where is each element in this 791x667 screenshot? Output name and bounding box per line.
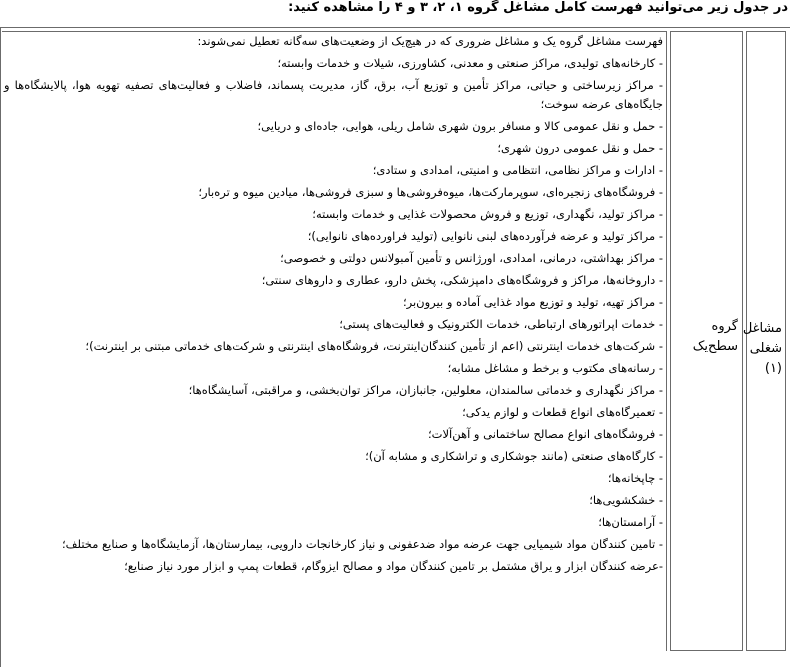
list-item: - تامین کنندگان مواد شیمیایی جهت عرضه مواد ضدعفونی و نیاز کارخانجات دارویی، بیمارستان‌ها، آزمایشگاه‌ها و صنایع مختلف؛ xyxy=(61,537,663,551)
jobs-list-cell xyxy=(2,31,667,651)
list-item: - مراکز نگهداری و خدماتی سالمندان، معلولین، جانبازان، مراکز توان‌بخشی، و مراقبتی، آسایشگاه‌ها؛ xyxy=(188,383,663,397)
list-header: فهرست مشاغل گروه یک و مشاغل ضروری که در هیچ‌یک از وضعیت‌های سه‌گانه تعطیل نمی‌شوند: xyxy=(197,34,663,48)
list-item: - حمل و نقل عمومی درون شهری؛ xyxy=(497,141,663,155)
group-label xyxy=(693,317,738,357)
group-line-1: گروه xyxy=(711,319,738,334)
list-item: - ادارات و مراکز نظامی، انتظامی و امنیتی، امدادی و ستادی؛ xyxy=(372,163,663,177)
list-item: - خشکشویی‌ها؛ xyxy=(589,493,663,507)
list-item: - آرامستان‌ها؛ xyxy=(598,515,663,529)
list-item: - مراکز تولید، نگهداری، توزیع و فروش محصولات غذایی و خدمات وابسته؛ xyxy=(312,207,663,221)
category-line-1: مشاغل xyxy=(742,321,782,336)
category-line-3: (۱) xyxy=(764,361,782,376)
category-cell xyxy=(742,31,786,651)
list-item: - داروخانه‌ها، مراکز و فروشگاه‌های دامپزشکی، پخش دارو، عطاری و داروهای سنتی؛ xyxy=(261,273,663,287)
list-item: - مراکز بهداشتی، درمانی، امدادی، اورژانس و تأمین آمبولانس دولتی و خصوصی؛ xyxy=(280,251,663,265)
jobs-list xyxy=(2,32,666,576)
list-item: - کارخانه‌های تولیدی، مراکز صنعتی و معدنی، کشاورزی، شیلات و خدمات وابسته؛ xyxy=(277,56,663,70)
list-item: - کارگاه‌های صنعتی (مانند جوشکاری و تراشکاری و مشابه آن)؛ xyxy=(365,449,663,463)
list-item: - خدمات اپراتورهای ارتباطی، خدمات الکترونیک و فعالیت‌های پستی؛ xyxy=(339,317,663,331)
list-item: - فروشگاه‌های زنجیره‌ای، سوپرمارکت‌ها، میوه‌فروشی‌ها و سبزی فروشی‌ها، میادین میوه و تره‌بار؛ xyxy=(198,185,663,199)
group-line-2: سطح‌یک xyxy=(692,339,738,354)
list-item: - رسانه‌های مکتوب و برخط و مشاغل مشابه؛ xyxy=(447,361,663,375)
category-line-2: شغلی xyxy=(749,341,782,356)
list-item: - حمل و نقل عمومی کالا و مسافر برون شهری شامل ریلی، هوایی، جاده‌ای و دریایی؛ xyxy=(257,119,663,133)
list-item: - شرکت‌های خدمات اینترنتی (اعم از تأمین کنندگان‌اینترنت، فروشگاه‌های اینترنتی و شرکت‌های خدماتی مبتنی بر اینترنت)؛ xyxy=(85,339,663,353)
list-item: - فروشگاه‌های انواع مصالح ساختمانی و آهن‌آلات؛ xyxy=(428,427,663,441)
category-label xyxy=(743,319,782,379)
list-item: - تعمیرگاه‌های انواع قطعات و لوازم یدکی؛ xyxy=(462,405,663,419)
list-item: - مراکز زیرساختی و حیاتی، مراکز تأمین و توزیع آب، برق، گاز، مدیریت پسماند، فاضلاب و فعالیت‌های تصفیه تهویه هوا، پالایشگاه‌ها و جایگاه‌های عرضه سوخت؛ xyxy=(4,78,663,111)
list-item: -عرضه کنندگان ابزار و یراق مشتمل بر تامین کنندگان مواد و مصالح ایزوگام، قطعات پمپ و ابزار مورد نیاز صنایع؛ xyxy=(124,559,663,573)
list-item: - مراکز تولید و عرضه فرآورده‌های لبنی نانوایی (تولید فراورده‌های نانوایی)؛ xyxy=(307,229,663,243)
list-item: - چاپخانه‌ها؛ xyxy=(607,471,663,485)
list-item: - مراکز تهیه، تولید و توزیع مواد غذایی آماده و بیرون‌بر؛ xyxy=(402,295,663,309)
group-cell xyxy=(670,31,743,651)
intro-text: در جدول زیر می‌توانید فهرست کامل مشاغل گروه ۱، ۲، ۳ و ۴ را مشاهده کنید: xyxy=(288,0,788,15)
